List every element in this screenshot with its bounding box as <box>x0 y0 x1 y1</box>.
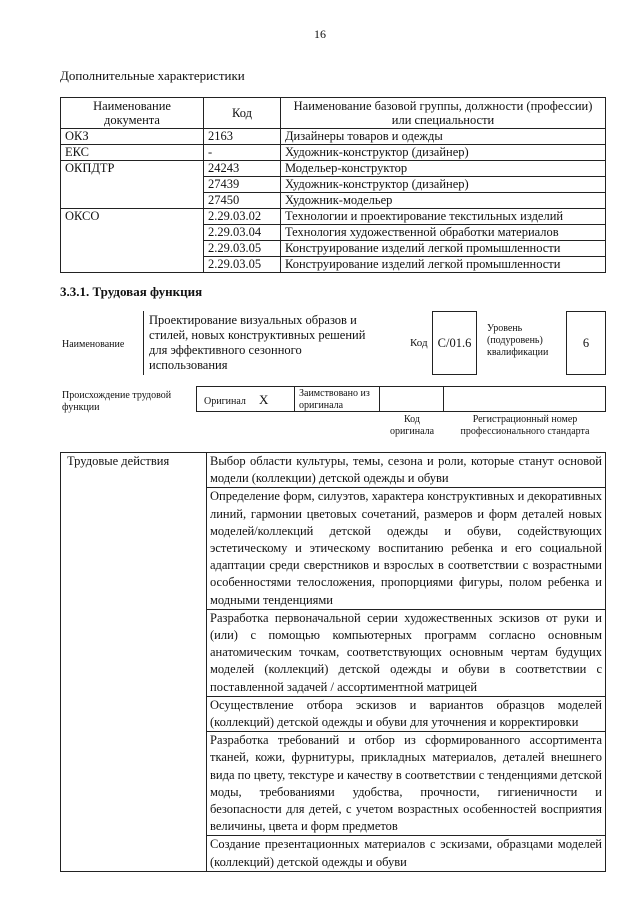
reg-number-label: Регистрационный номер профессионального стандарта <box>460 414 590 437</box>
code-cell: 2.29.03.02 <box>204 209 281 225</box>
table-row <box>61 129 606 145</box>
cell-divider <box>294 386 295 412</box>
code-cell: 2.29.03.05 <box>204 257 281 273</box>
code-cell: 27439 <box>204 177 281 193</box>
work-action-item: Разработка первоначальной серии художественных эскизов от руки и (или) с помощью компьютерных программ согласно основным анатомическим точкам, соответствующих основным чертам будущих моделей (коллекций) детской одежды и обуви в соответствии с поставленной задачей / ассортиментной матрицей <box>207 609 606 696</box>
doc-cell: ОКПДТР <box>61 161 204 209</box>
work-actions-table <box>60 452 606 872</box>
table-row <box>61 161 606 177</box>
origin-row <box>196 386 606 412</box>
additional-characteristics-table <box>60 97 606 273</box>
page-number: 16 <box>314 27 326 41</box>
code-cell: 27450 <box>204 193 281 209</box>
doc-cell: ОКСО <box>61 209 204 273</box>
name-label: Наименование <box>62 339 125 350</box>
code-cell: 24243 <box>204 161 281 177</box>
code-cell: 2163 <box>204 129 281 145</box>
col-header-code: Код <box>204 98 281 129</box>
original-mark: X <box>259 392 269 407</box>
section-title: 3.3.1. Трудовая функция <box>60 284 203 299</box>
name-cell: Художник-конструктор (дизайнер) <box>281 177 606 193</box>
qualification-level-value: 6 <box>566 311 606 375</box>
name-cell: Модельер-конструктор <box>281 161 606 177</box>
name-cell: Конструирование изделий легкой промышленности <box>281 257 606 273</box>
col-header-name: Наименование базовой группы, должности (профессии) или специальности <box>281 98 606 129</box>
work-action-item: Определение форм, силуэтов, характера конструктивных и декоративных линий, гармонии цветовых сочетаний, размеров и форм деталей новых моделей/коллекций детской одежды и обуви, содействующих эстетическому и этическому воспитанию ребенка и его социальной адаптации среди сверстников и взрослых в соответствии с возрастными особенностями телосложения, пропорциями фигуры, полом ребенка и модными тенденциями <box>207 488 606 609</box>
table-header-row <box>61 98 606 129</box>
name-cell: Технология художественной обработки материалов <box>281 225 606 241</box>
name-cell: Художник-модельер <box>281 193 606 209</box>
table-row <box>61 453 606 488</box>
cell-divider <box>379 386 380 412</box>
work-actions-category: Трудовые действия <box>61 453 207 872</box>
code-cell: 2.29.03.05 <box>204 241 281 257</box>
col-header-document: Наименование документа <box>61 98 204 129</box>
name-cell: Дизайнеры товаров и одежды <box>281 129 606 145</box>
name-cell: Технологии и проектирование текстильных изделий <box>281 209 606 225</box>
table-row <box>61 209 606 225</box>
name-cell: Художник-конструктор (дизайнер) <box>281 145 606 161</box>
original-code-label: Код оригинала <box>389 414 435 437</box>
function-name-value: Проектирование визуальных образов и стилей, новых конструктивных решений для эффективного сезонного использования <box>143 311 381 375</box>
additional-characteristics-heading: Дополнительные характеристики <box>60 68 245 83</box>
doc-cell: ЕКС <box>61 145 204 161</box>
doc-cell: ОКЗ <box>61 129 204 145</box>
work-action-item: Разработка требований и отбор из сформированного ассортимента тканей, кожи, фурнитуры, прикладных материалов, деталей внешнего вида по цвету, текстуре и качеству в соответствии с тенденциями детской моды, требованиями удобства, прочности, гигиеничности и безопасности для детей, с учетом возрастных особенностей восприятия величины, цвета и форм предметов <box>207 732 606 836</box>
work-action-item: Осуществление отбора эскизов и вариантов образцов моделей (коллекций) детской одежды и обуви для уточнения и корректировки <box>207 696 606 731</box>
work-action-item: Создание презентационных материалов с эскизами, образцами моделей (коллекций) детской одежды и обуви <box>207 836 606 871</box>
table-row <box>61 145 606 161</box>
level-label: Уровень (подуровень) квалификации <box>487 323 549 358</box>
code-cell: - <box>204 145 281 161</box>
borrowed-label: Заимствовано из оригинала <box>299 388 370 411</box>
name-cell: Конструирование изделий легкой промышленности <box>281 241 606 257</box>
original-label: Оригинал <box>204 396 246 407</box>
code-cell: 2.29.03.04 <box>204 225 281 241</box>
work-action-item: Выбор области культуры, темы, сезона и роли, которые станут основой модели (коллекции) детской одежды и обуви <box>207 453 606 488</box>
cell-divider <box>443 386 444 412</box>
origin-label: Происхождение трудовой функции <box>62 390 172 413</box>
code-label: Код <box>410 337 428 349</box>
function-code-value: С/01.6 <box>432 311 477 375</box>
